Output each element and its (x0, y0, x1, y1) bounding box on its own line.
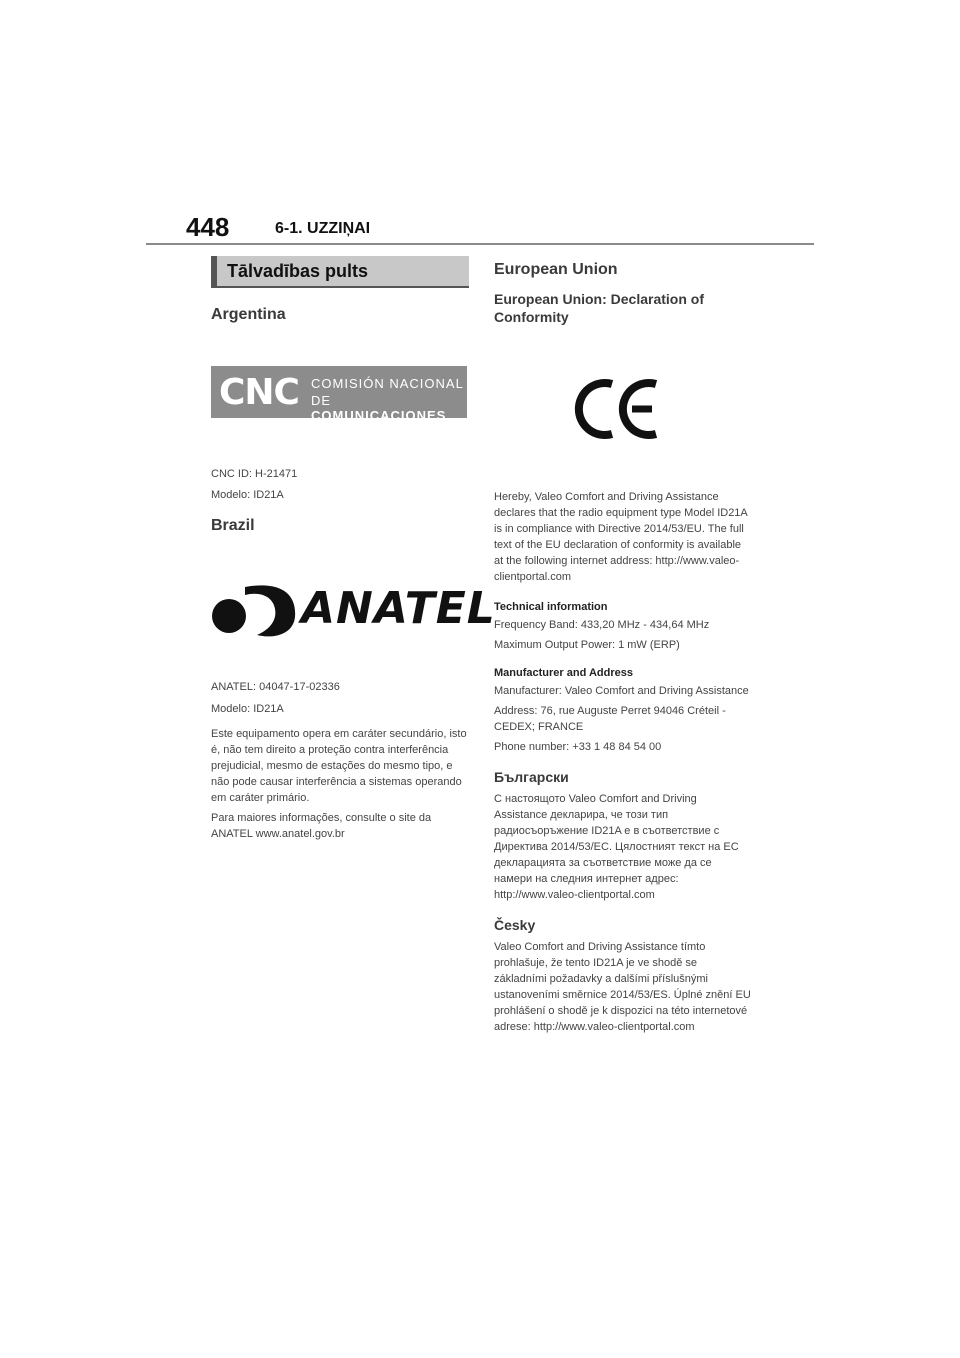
right-column (494, 256, 752, 1035)
manufacturer-phone: Phone number: +33 1 48 84 54 00 (494, 741, 662, 753)
manufacturer-address: Address: 76, rue Auguste Perret 94046 Créteil - CEDEX; FRANCE (494, 705, 726, 733)
anatel-symbol-icon (211, 577, 301, 641)
czech-text: Valeo Comfort and Driving Assistance tímto prohlašuje, že tento ID21A je ve shodě se základními požadavky a dalšími příslušnými ustanoveními směrnice 2014/53/ES. Úplné znění EU prohlášení o shodě je k dispozici na této internetové adrese: http://www.valeo-clientportal.com (494, 941, 751, 1033)
brazil-paragraph-1: Este equipamento opera em caráter secundário, isto é, não tem direito a proteção contra interferência prejudicial, mesmo de estações do mesmo tipo, e não pode causar interferência a sistemas operando em caráter primário. (211, 728, 467, 804)
tech-info-heading: Technical information (494, 601, 608, 613)
anatel-id: ANATEL: 04047-17-02336 (211, 681, 340, 693)
ce-mark-icon (574, 376, 664, 442)
cnc-logo-line1: COMISIÓN NACIONAL (311, 376, 464, 391)
cnc-id: CNC ID: H-21471 (211, 468, 298, 480)
argentina-heading: Argentina (211, 306, 286, 323)
bulgarian-heading: Български (494, 769, 569, 785)
anatel-logo (211, 577, 496, 641)
section-title: 6-1. UZZIŅAI (275, 220, 371, 237)
header-divider (146, 243, 814, 245)
eu-heading: European Union (494, 261, 618, 278)
cnc-logo-mark: CNC (219, 372, 299, 413)
frequency-band: Frequency Band: 433,20 MHz - 434,64 MHz (494, 619, 710, 631)
czech-heading: Česky (494, 917, 536, 933)
bulgarian-text: С настоящото Valeo Comfort and Driving Assistance декларира, че този тип радиосъоръжение ID21A е в съответствие с Директива 2014/53/ЕС. Цялостният текст на ЕС декларацията за съответствие може да се намери на следния интернет адрес: http://www.valeo-clientportal.com (494, 793, 739, 901)
argentina-model: Modelo: ID21A (211, 489, 284, 501)
eu-subheading: European Union: Declaration of Conformity (494, 291, 705, 325)
max-output-power: Maximum Output Power: 1 mW (ERP) (494, 639, 680, 651)
eu-declaration: Hereby, Valeo Comfort and Driving Assistance declares that the radio equipment type Model ID21A is in compliance with Directive 2014/53/EU. The full text of the EU declaration of conformity is available at the following internet address: http://www.valeo-clientportal.com (494, 491, 748, 583)
left-column (211, 256, 496, 842)
page-number: 448 (186, 212, 230, 242)
anatel-logo-text: ANATEL (301, 583, 496, 634)
chapter-title: Tālvadības pults (211, 256, 469, 288)
cnc-logo (211, 366, 467, 423)
manufacturer-name: Manufacturer: Valeo Comfort and Driving Assistance (494, 685, 749, 697)
brazil-paragraph-2: Para maiores informações, consulte o site da ANATEL www.anatel.gov.br (211, 812, 432, 840)
manufacturer-heading: Manufacturer and Address (494, 667, 633, 679)
cnc-logo-line2: DE COMUNICACIONES (311, 393, 447, 423)
brazil-model: Modelo: ID21A (211, 703, 284, 715)
brazil-heading: Brazil (211, 517, 255, 534)
